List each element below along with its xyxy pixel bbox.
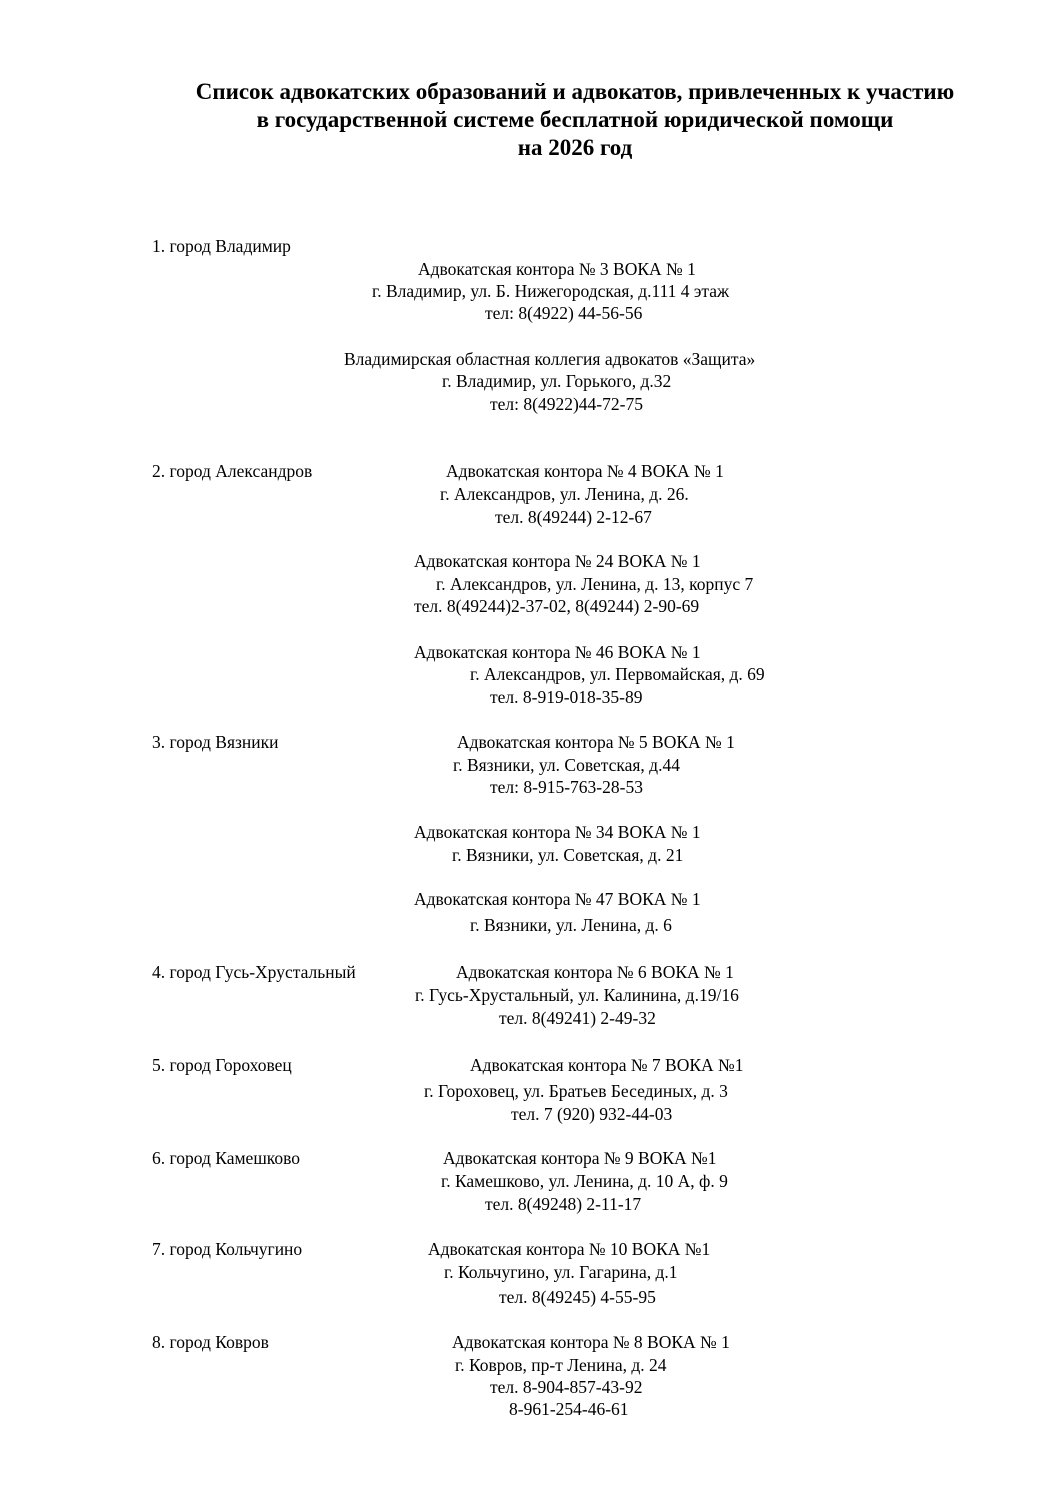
office-name: Адвокатская контора № 3 ВОКА № 1 [418,259,696,279]
city-heading: 8. город Ковров [152,1332,269,1352]
title-line-3: на 2026 год [517,135,633,160]
office-name: Адвокатская контора № 4 ВОКА № 1 [446,461,724,481]
office-phone: тел: 8(4922) 44-56-56 [485,303,643,323]
title-line-1: Список адвокатских образований и адвокатов, привлеченных к участию [195,79,955,104]
office-phone: тел. 8(49241) 2-49-32 [499,1008,656,1028]
office-name: Владимирская областная коллегия адвокатов «Защита» [344,349,756,369]
office-phone: тел: 8(4922)44-72-75 [490,394,643,414]
office-name: Адвокатская контора № 5 ВОКА № 1 [457,732,735,752]
office-address: г. Владимир, ул. Б. Нижегородская, д.111 4 этаж [372,281,730,301]
office-address: г. Александров, ул. Ленина, д. 13, корпус 7 [436,574,754,594]
city-heading: 4. город Гусь-Хрустальный [152,962,356,982]
city-heading: 3. город Вязники [152,732,279,752]
title-line-2: в государственной системе бесплатной юридической помощи [256,107,894,132]
office-phone: тел. 8(49244)2-37-02, 8(49244) 2-90-69 [414,596,700,616]
office-address: г. Вязники, ул. Советская, д. 21 [452,845,684,865]
office-phone: тел. 8(49248) 2-11-17 [485,1194,642,1214]
office-name: Адвокатская контора № 9 ВОКА №1 [443,1148,717,1168]
office-address: г. Александров, ул. Первомайская, д. 69 [470,664,765,684]
office-address: г. Камешково, ул. Ленина, д. 10 А, ф. 9 [441,1171,728,1191]
office-phone-secondary: 8-961-254-46-61 [509,1399,629,1419]
city-heading: 7. город Кольчугино [152,1239,303,1259]
city-heading: 1. город Владимир [152,236,291,256]
office-phone: тел. 7 (920) 932-44-03 [511,1104,673,1124]
office-name: Адвокатская контора № 46 ВОКА № 1 [414,642,701,662]
city-heading: 2. город Александров [152,461,313,481]
office-name: Адвокатская контора № 47 ВОКА № 1 [414,889,701,909]
office-phone: тел. 8(49245) 4-55-95 [499,1287,656,1307]
office-name: Адвокатская контора № 34 ВОКА № 1 [414,822,701,842]
office-name: Адвокатская контора № 8 ВОКА № 1 [452,1332,730,1352]
office-phone: тел. 8-904-857-43-92 [490,1377,643,1397]
office-address: г. Гусь-Хрустальный, ул. Калинина, д.19/16 [415,985,739,1005]
office-address: г. Владимир, ул. Горького, д.32 [442,371,672,391]
city-heading: 6. город Камешково [152,1148,301,1168]
office-name: Адвокатская контора № 24 ВОКА № 1 [414,551,701,571]
office-phone: тел: 8-915-763-28-53 [490,777,643,797]
office-address: г. Александров, ул. Ленина, д. 26. [440,484,689,504]
city-heading: 5. город Гороховец [152,1055,292,1075]
office-address: г. Вязники, ул. Ленина, д. 6 [470,915,672,935]
office-phone: тел. 8-919-018-35-89 [490,687,643,707]
office-name: Адвокатская контора № 10 ВОКА №1 [428,1239,711,1259]
office-phone: тел. 8(49244) 2-12-67 [495,507,652,527]
office-address: г. Гороховец, ул. Братьев Бесединых, д. 3 [424,1081,728,1101]
document-title [0,78,1061,162]
office-address: г. Кольчугино, ул. Гагарина, д.1 [444,1262,678,1282]
office-name: Адвокатская контора № 7 ВОКА №1 [470,1055,744,1075]
office-address: г. Вязники, ул. Советская, д.44 [453,755,680,775]
office-name: Адвокатская контора № 6 ВОКА № 1 [456,962,734,982]
office-address: г. Ковров, пр-т Ленина, д. 24 [455,1355,667,1375]
